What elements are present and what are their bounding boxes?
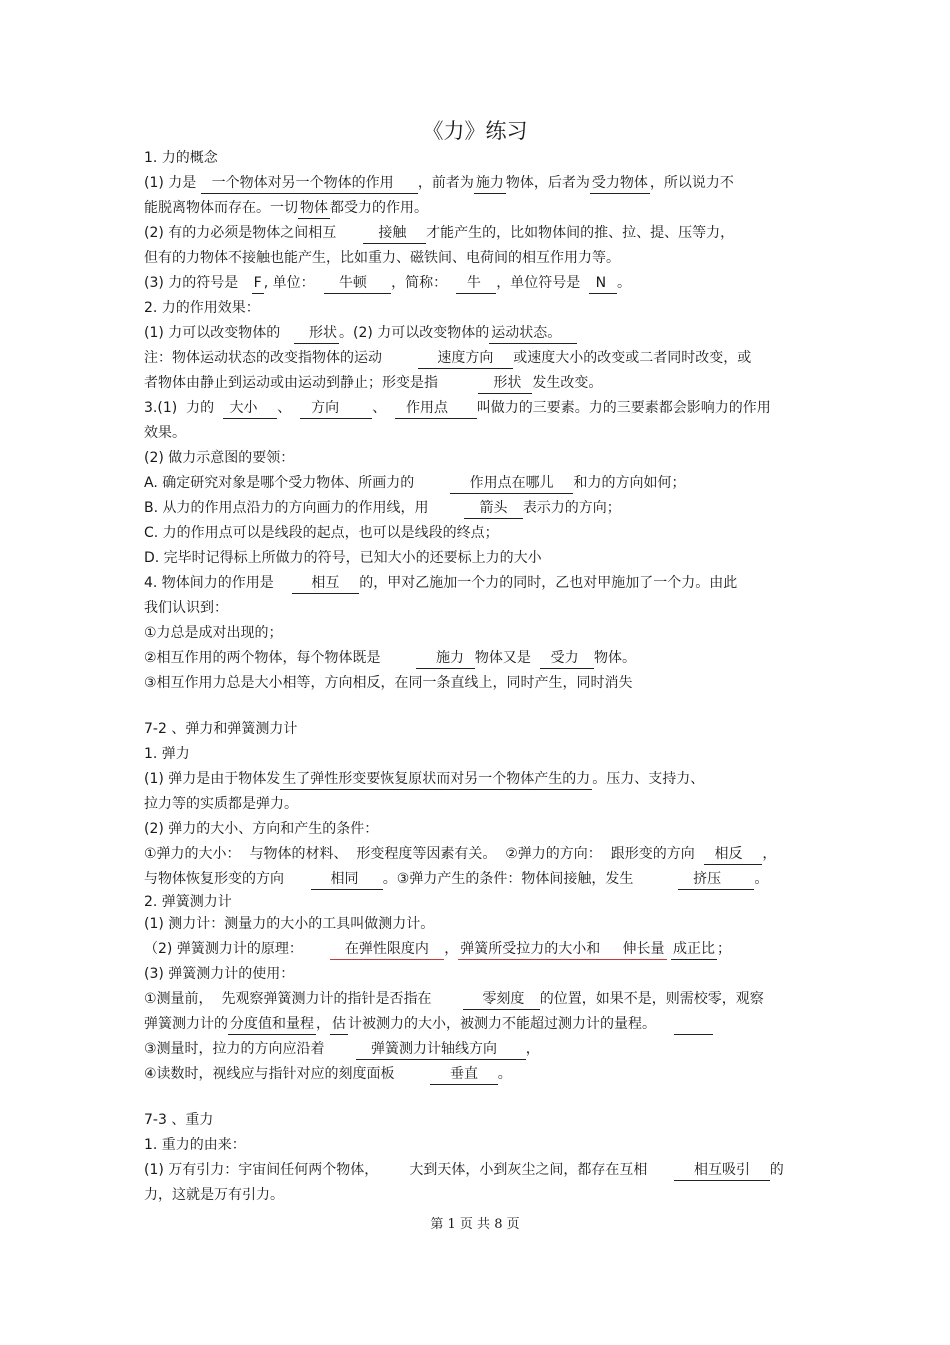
text-line — [144, 867, 768, 891]
text-segment: (1) 力是 — [144, 175, 201, 191]
text-line — [144, 890, 232, 914]
text-line — [144, 221, 734, 245]
text-segment: ③相互作用力总是大小相等，方向相反，在同一条直线上，同时产生，同时消失 — [144, 675, 633, 691]
text-line — [144, 1062, 512, 1086]
filled-blank: 受力物体 — [590, 174, 650, 194]
page-title: 《力》练习 — [422, 119, 528, 143]
text-line — [144, 371, 602, 395]
filled-blank: 牛 — [456, 274, 496, 294]
text-segment: 。压力、支持力、 — [592, 771, 705, 787]
text-segment: 与物体恢复形变的方向 — [144, 871, 311, 887]
text-segment: （2) 弹簧测力计的原理： — [144, 941, 330, 957]
text-segment: ①测量前， 先观察弹簧测力计的指针是否指在 — [144, 991, 463, 1007]
text-segment: ， — [316, 1016, 330, 1032]
text-segment: 我们认识到： — [144, 600, 228, 616]
text-line — [144, 171, 734, 195]
text-line — [144, 546, 542, 570]
text-segment: 1. 弹力 — [144, 746, 190, 762]
filled-blank: 物体 — [298, 199, 330, 219]
text-segment: 、 — [277, 400, 301, 416]
text-segment: (3) 弹簧测力计的使用： — [144, 966, 295, 982]
text-segment: C. 力的作用点可以是线段的起点，也可以是线段的终点； — [144, 525, 499, 541]
text-line — [144, 1158, 784, 1182]
text-segment: 1. 重力的由来： — [144, 1137, 246, 1153]
text-line — [144, 521, 499, 545]
text-segment: 。 — [497, 1066, 512, 1082]
filled-blank: 牛顿 — [324, 274, 392, 294]
text-line — [144, 1183, 284, 1207]
text-segment: (1) 测力计：测量力的大小的工具叫做测力计。 — [144, 916, 435, 932]
text-segment: A. 确定研究对象是哪个受力物体、所画力的 — [144, 475, 450, 491]
text-segment: 的位置，如果不是，则需校零，观察 — [539, 991, 764, 1007]
text-segment: 7-3 、重力 — [144, 1112, 214, 1128]
filled-blank: N — [589, 274, 617, 294]
text-segment: 物体，后者为 — [505, 175, 590, 191]
filled-blank: 一个物体对另一个物体的作用 — [201, 174, 418, 194]
text-segment: 发生改变。 — [532, 375, 603, 391]
text-segment: 7-2 、弹力和弹簧测力计 — [144, 721, 298, 737]
filled-blank: 箭头 — [464, 499, 523, 519]
text-line — [144, 987, 764, 1011]
text-line — [144, 471, 685, 495]
text-segment: 2. 力的作用效果： — [144, 300, 260, 316]
text-segment: 2. 弹簧测力计 — [144, 894, 232, 910]
filled-blank: 相互吸引 — [674, 1161, 770, 1181]
text-segment: ①力总是成对出现的； — [144, 625, 283, 641]
text-segment: 拉力等的实质都是弹力。 — [144, 796, 298, 812]
filled-blank: 弹簧测力计轴线方向 — [356, 1040, 526, 1060]
text-segment: (1) 万有引力：宇宙间任何两个物体， 大到天体，小到灰尘之间，都存在互相 — [144, 1162, 675, 1178]
text-segment: ， — [444, 941, 459, 957]
text-segment: ④读数时，视线应与指针对应的刻度面板 — [144, 1066, 431, 1082]
text-line — [144, 421, 186, 445]
text-segment: 注：物体运动状态的改变指物体的运动 — [144, 350, 418, 366]
text-line — [144, 571, 737, 595]
text-line — [144, 1133, 246, 1157]
text-segment: 叫做力的三要素。力的三要素都会影响力的作用 — [476, 400, 771, 416]
text-line — [144, 767, 704, 791]
text-segment: , 单位： — [263, 275, 324, 291]
text-line — [144, 1012, 713, 1036]
text-segment: 都受力的作用。 — [330, 200, 428, 216]
filled-blank: 相同 — [311, 870, 383, 890]
text-segment: 的，甲对乙施加一个力的同时，乙也对甲施加了一个力。由此 — [359, 575, 738, 591]
filled-blank: 方向 — [300, 399, 372, 419]
text-segment: 计被测力的大小，被测力不能超过测力计的量程。 — [348, 1016, 674, 1032]
filled-blank: 相反 — [704, 845, 763, 865]
text-line — [144, 1108, 213, 1132]
text-segment: ； — [716, 941, 731, 957]
filled-blank: 形状 — [478, 374, 532, 394]
page-footer: 第 1 页 共 8 页 — [430, 1217, 520, 1232]
filled-blank-red: 在弹性限度内 — [330, 940, 445, 960]
text-line — [144, 396, 771, 420]
text-segment: (1) 弹力是由于物体发 — [144, 771, 281, 787]
text-line — [144, 621, 283, 645]
text-segment: 和力的方向如何； — [573, 475, 686, 491]
text-line — [144, 937, 731, 961]
filled-blank: 相互 — [292, 574, 360, 594]
text-segment: 。 — [617, 275, 632, 291]
text-line — [144, 671, 633, 695]
text-segment: 力，这就是万有引力。 — [144, 1187, 284, 1203]
text-line — [144, 817, 378, 841]
text-segment: 物体又是 — [474, 650, 540, 666]
filled-blank: 成正比 — [671, 940, 717, 960]
text-line — [144, 1037, 540, 1061]
text-segment: D. 完毕时记得标上所做力的符号，已知大小的还要标上力的大小 — [144, 550, 542, 566]
filled-blank-red: 弹簧所受拉力的大小和 伸长量 — [458, 940, 666, 960]
text-segment: 者物体由静止到运动或由运动到静止；形变是指 — [144, 375, 479, 391]
text-segment: 、 — [372, 400, 396, 416]
text-segment: 效果。 — [144, 425, 186, 441]
text-segment: ， — [762, 846, 777, 862]
text-line — [144, 246, 620, 270]
filled-blank: 挤压 — [678, 870, 755, 890]
text-segment: 或速度大小的改变或二者同时改变，或 — [513, 350, 752, 366]
filled-blank: 施力 — [416, 649, 475, 669]
text-segment: B. 从力的作用点沿力的方向画力的作用线，用 — [144, 500, 465, 516]
text-line — [144, 962, 294, 986]
text-segment: ， — [525, 1041, 540, 1057]
text-segment: 3.(1) 力的 — [144, 400, 223, 416]
filled-blank: F — [252, 274, 264, 294]
text-segment: 才能产生的，比如物体间的推、拉、提、压等力， — [426, 225, 735, 241]
text-segment: 1. 力的概念 — [144, 150, 218, 166]
text-line — [144, 496, 621, 520]
filled-blank: 受力 — [540, 649, 594, 669]
text-line — [144, 596, 228, 620]
text-segment: 表示力的方向； — [522, 500, 621, 516]
text-segment: 能脱离物体而存在。一切 — [144, 200, 298, 216]
text-segment: ，所以说力不 — [649, 175, 734, 191]
filled-blank: 生了弹性形变要恢复原状而对另一个物体产生的力 — [280, 770, 592, 790]
text-line — [144, 346, 751, 370]
text-line — [144, 271, 631, 295]
filled-blank: 垂直 — [430, 1065, 498, 1085]
text-segment: 物体。 — [594, 650, 637, 666]
filled-blank: 估 — [330, 1015, 348, 1035]
text-segment: (2) 有的力必须是物体之间相互 — [144, 225, 363, 241]
text-line — [144, 717, 297, 741]
text-segment: 但有的力物体不接触也能产生，比如重力、磁铁间、电荷间的相互作用力等。 — [144, 250, 620, 266]
text-line — [144, 742, 190, 766]
text-segment: 4. 物体间力的作用是 — [144, 575, 292, 591]
filled-blank: 运动状态。 — [489, 324, 576, 344]
text-segment: ①弹力的大小： 与物体的材料、 形变程度等因素有关。 ②弹力的方向： 跟形变的方向 — [144, 846, 704, 862]
filled-blank: 形状 — [294, 324, 339, 344]
filled-blank: 施力 — [474, 174, 506, 194]
text-line — [144, 912, 434, 936]
filled-blank: 零刻度 — [463, 990, 540, 1010]
text-segment: ③测量时，拉力的方向应沿着 — [144, 1041, 356, 1057]
text-segment: (3) 力的符号是 — [144, 275, 252, 291]
text-segment: 。(2) 力可以改变物体的 — [339, 325, 490, 341]
text-line — [144, 446, 294, 470]
text-line — [144, 321, 577, 345]
text-segment: ②相互作用的两个物体，每个物体既是 — [144, 650, 417, 666]
text-segment: ，单位符号是 — [496, 275, 590, 291]
text-segment: (2) 弹力的大小、方向和产生的条件： — [144, 821, 379, 837]
filled-blank: 作用点在哪儿 — [450, 474, 574, 494]
filled-blank: 大小 — [223, 399, 277, 419]
text-line — [144, 646, 636, 670]
text-line — [144, 296, 260, 320]
filled-blank: 分度值和量程 — [228, 1015, 316, 1035]
text-segment: 。 — [754, 871, 769, 887]
filled-blank — [674, 1015, 714, 1035]
filled-blank: 接触 — [363, 224, 426, 244]
text-segment: ，前者为 — [417, 175, 474, 191]
text-segment: 弹簧测力计的 — [144, 1016, 228, 1032]
text-line — [144, 196, 428, 220]
text-segment: 。③弹力产生的条件：物体间接触，发生 — [382, 871, 678, 887]
text-line — [144, 842, 776, 866]
text-segment: (2) 做力示意图的要领： — [144, 450, 295, 466]
filled-blank: 速度方向 — [418, 349, 514, 369]
filled-blank: 作用点 — [395, 399, 477, 419]
text-segment: (1) 力可以改变物体的 — [144, 325, 294, 341]
text-segment: 的 — [769, 1162, 784, 1178]
text-segment: ，简称： — [391, 275, 457, 291]
text-line — [144, 146, 218, 170]
text-line — [144, 792, 298, 816]
